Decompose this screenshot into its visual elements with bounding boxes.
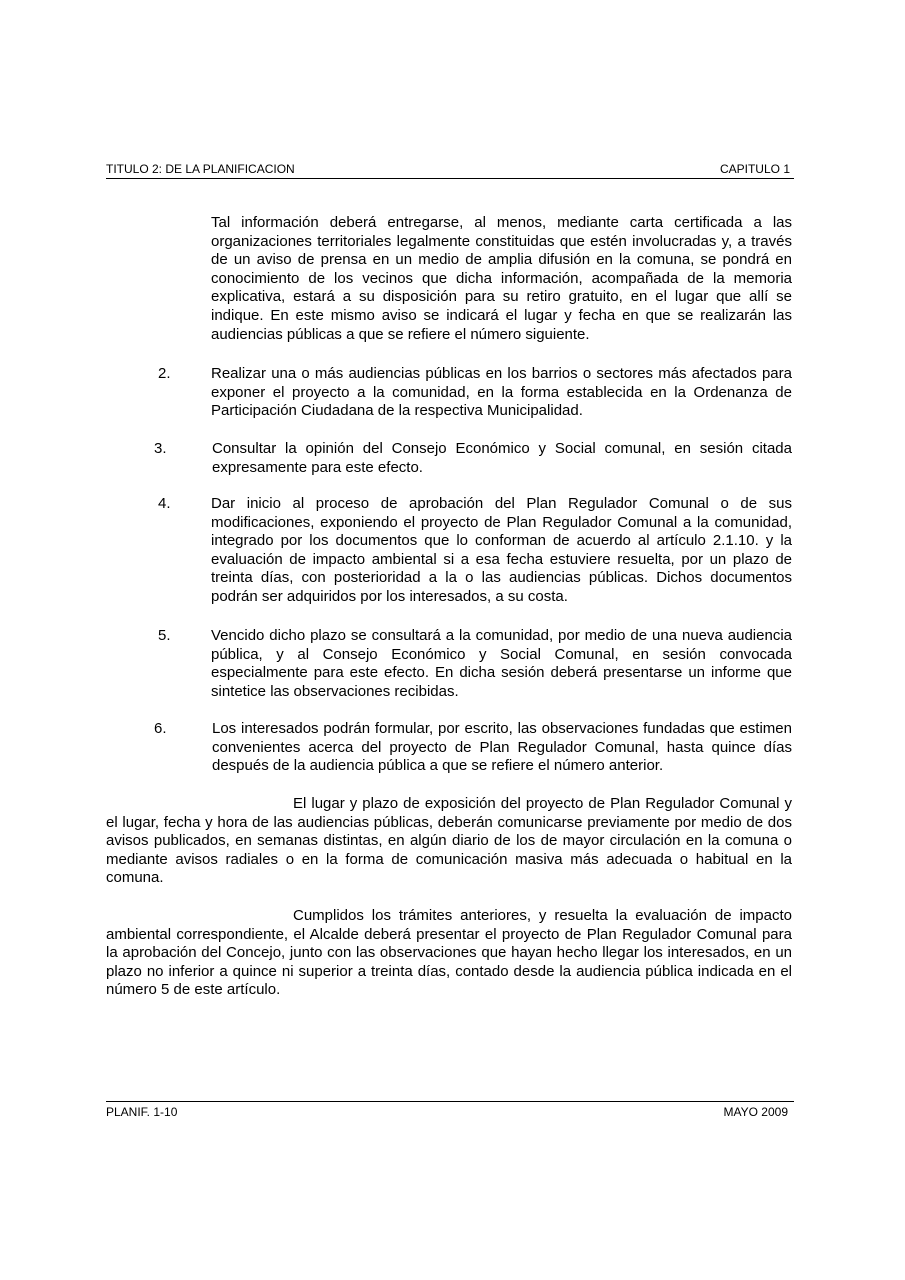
header-chapter: CAPITULO 1 [719,162,790,176]
list-item-text: Dar inicio al proceso de aprobación del Plan Regulador Comunal o de sus modificaciones, exponiendo el proyecto de Plan Regulador Comunal a la comunidad, integrado por los documentos que lo conforman de acuerdo al artículo 2.1.10. y la evaluación de impacto ambiental si a esa fecha estuviere resuelta, por un plazo de treinta días, con posterioridad a la o las audiencias públicas. Dichos documentos podrán ser adquiridos por los interesados, a su costa. [211,495,792,605]
list-item-text: Consultar la opinión del Consejo Económico y Social comunal, en sesión citada expresamente para este efecto. [212,440,792,476]
list-item-number: 2. [158,365,171,382]
page-footer [106,1101,794,1122]
list-item-number: 5. [158,627,171,644]
footer-section: PLANIF. 1-10 [106,1105,178,1119]
list-item-number: 4. [158,495,171,512]
list-item-text: Realizar una o más audiencias públicas en los barrios o sectores más afectados para exponer el proyecto a la comunidad, en la forma establecida en la Ordenanza de Participación Ciudadana de la respectiva Municipalidad. [211,365,792,420]
list-item-text: Los interesados podrán formular, por escrito, las observaciones fundadas que estimen convenientes acerca del proyecto de Plan Regulador Comunal, hasta quince días después de la audiencia pública a que se refiere el número anterior. [212,720,792,775]
header-title: TITULO 2: DE LA PLANIFICACION [106,162,295,176]
continuation-paragraph: Tal información deberá entregarse, al menos, mediante carta certificada a las organizaciones territoriales legalmente constituidas que estén involucradas y, a través de un aviso de prensa en un medio de amplia difusión en la comuna, se pondrá en conocimiento de los vecinos que dicha información, acompañada de la memoria explicativa, estará a su disposición para su retiro gratuito, en el lugar que allí se indique. En este mismo aviso se indicará el lugar y fecha en que se realizarán las audiencias públicas a que se refiere el número siguiente. [211,214,792,343]
list-item-number: 6. [154,720,167,737]
list-item-text: Vencido dicho plazo se consultará a la comunidad, por medio de una nueva audiencia pública, y al Consejo Económico y Social Comunal, en sesión convocada especialmente para este efecto. En dicha sesión deberá presentarse un informe que sintetice las observaciones recibidas. [211,627,792,700]
body-paragraph: El lugar y plazo de exposición del proyecto de Plan Regulador Comunal y el lugar, fecha y hora de las audiencias públicas, deberán comunicarse previamente por medio de dos avisos publicados, en semanas distintas, en algún diario de los de mayor circulación en la comuna o mediante avisos radiales o en la forma de comunicación masiva más adecuada o habitual en la comuna. [106,795,792,887]
list-item-number: 3. [154,440,167,457]
body-paragraph: Cumplidos los trámites anteriores, y resuelta la evaluación de impacto ambiental correspondiente, el Alcalde deberá presentar el proyecto de Plan Regulador Comunal para la aprobación del Concejo, junto con las observaciones que hayan hecho llegar los interesados, en un plazo no inferior a quince ni superior a treinta días, contado desde la audiencia pública indicada en el número 5 de este artículo. [106,907,792,999]
footer-date: MAYO 2009 [723,1105,788,1119]
page-header [106,160,794,179]
